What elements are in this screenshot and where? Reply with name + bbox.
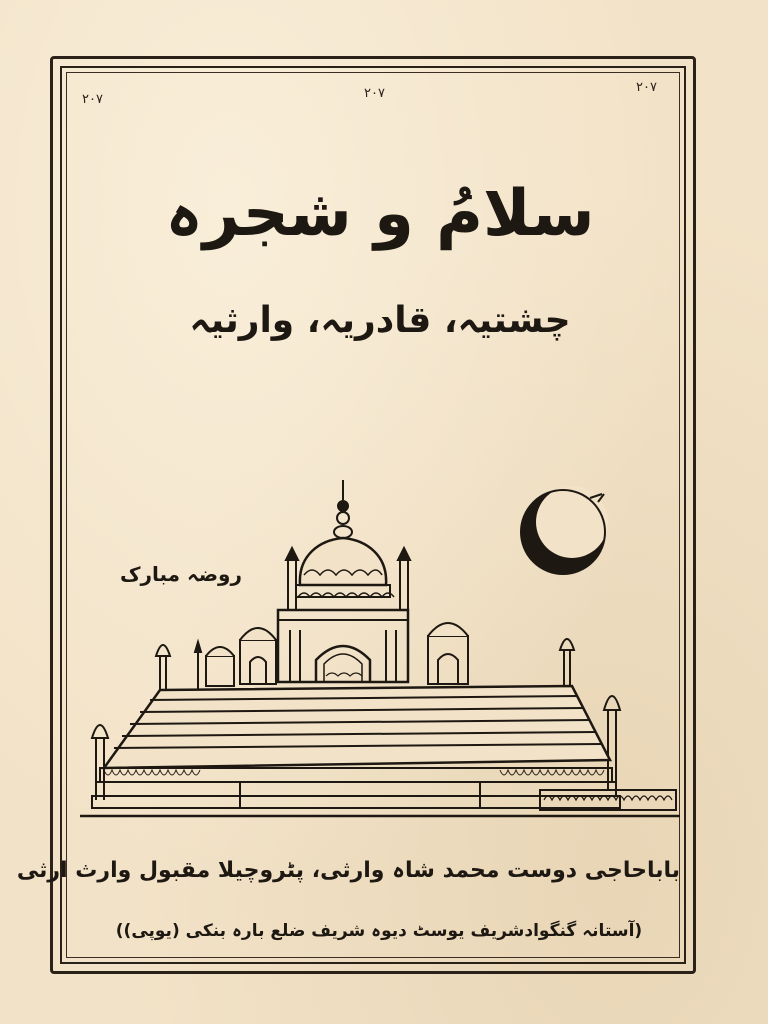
address-line: (آستانہ گنگوادشریف یوسٹ دیوہ شریف ضلع بارہ بنکی (یوپی)) bbox=[115, 921, 643, 941]
main-title: سلامُ و شجرہ bbox=[165, 177, 595, 251]
dome-finial bbox=[334, 480, 352, 538]
subtitle: چشتیہ، قادریہ، وارثیہ bbox=[189, 300, 571, 341]
minaret-left-front bbox=[92, 725, 108, 800]
name-line: باباحاجی دوست محمد شاہ وارثی، پٹروچیلا مقبول وارث ارثی bbox=[16, 858, 680, 883]
page-number-left: ٢٠٧ bbox=[82, 92, 103, 107]
main-dome bbox=[300, 538, 386, 585]
page-number-center: ٢٠٧ bbox=[364, 86, 385, 101]
crescent-moon-icon bbox=[521, 486, 608, 574]
shrine-label: روضہ مبارک bbox=[119, 562, 242, 586]
page-number-right: ٢٠٧ bbox=[636, 80, 657, 95]
